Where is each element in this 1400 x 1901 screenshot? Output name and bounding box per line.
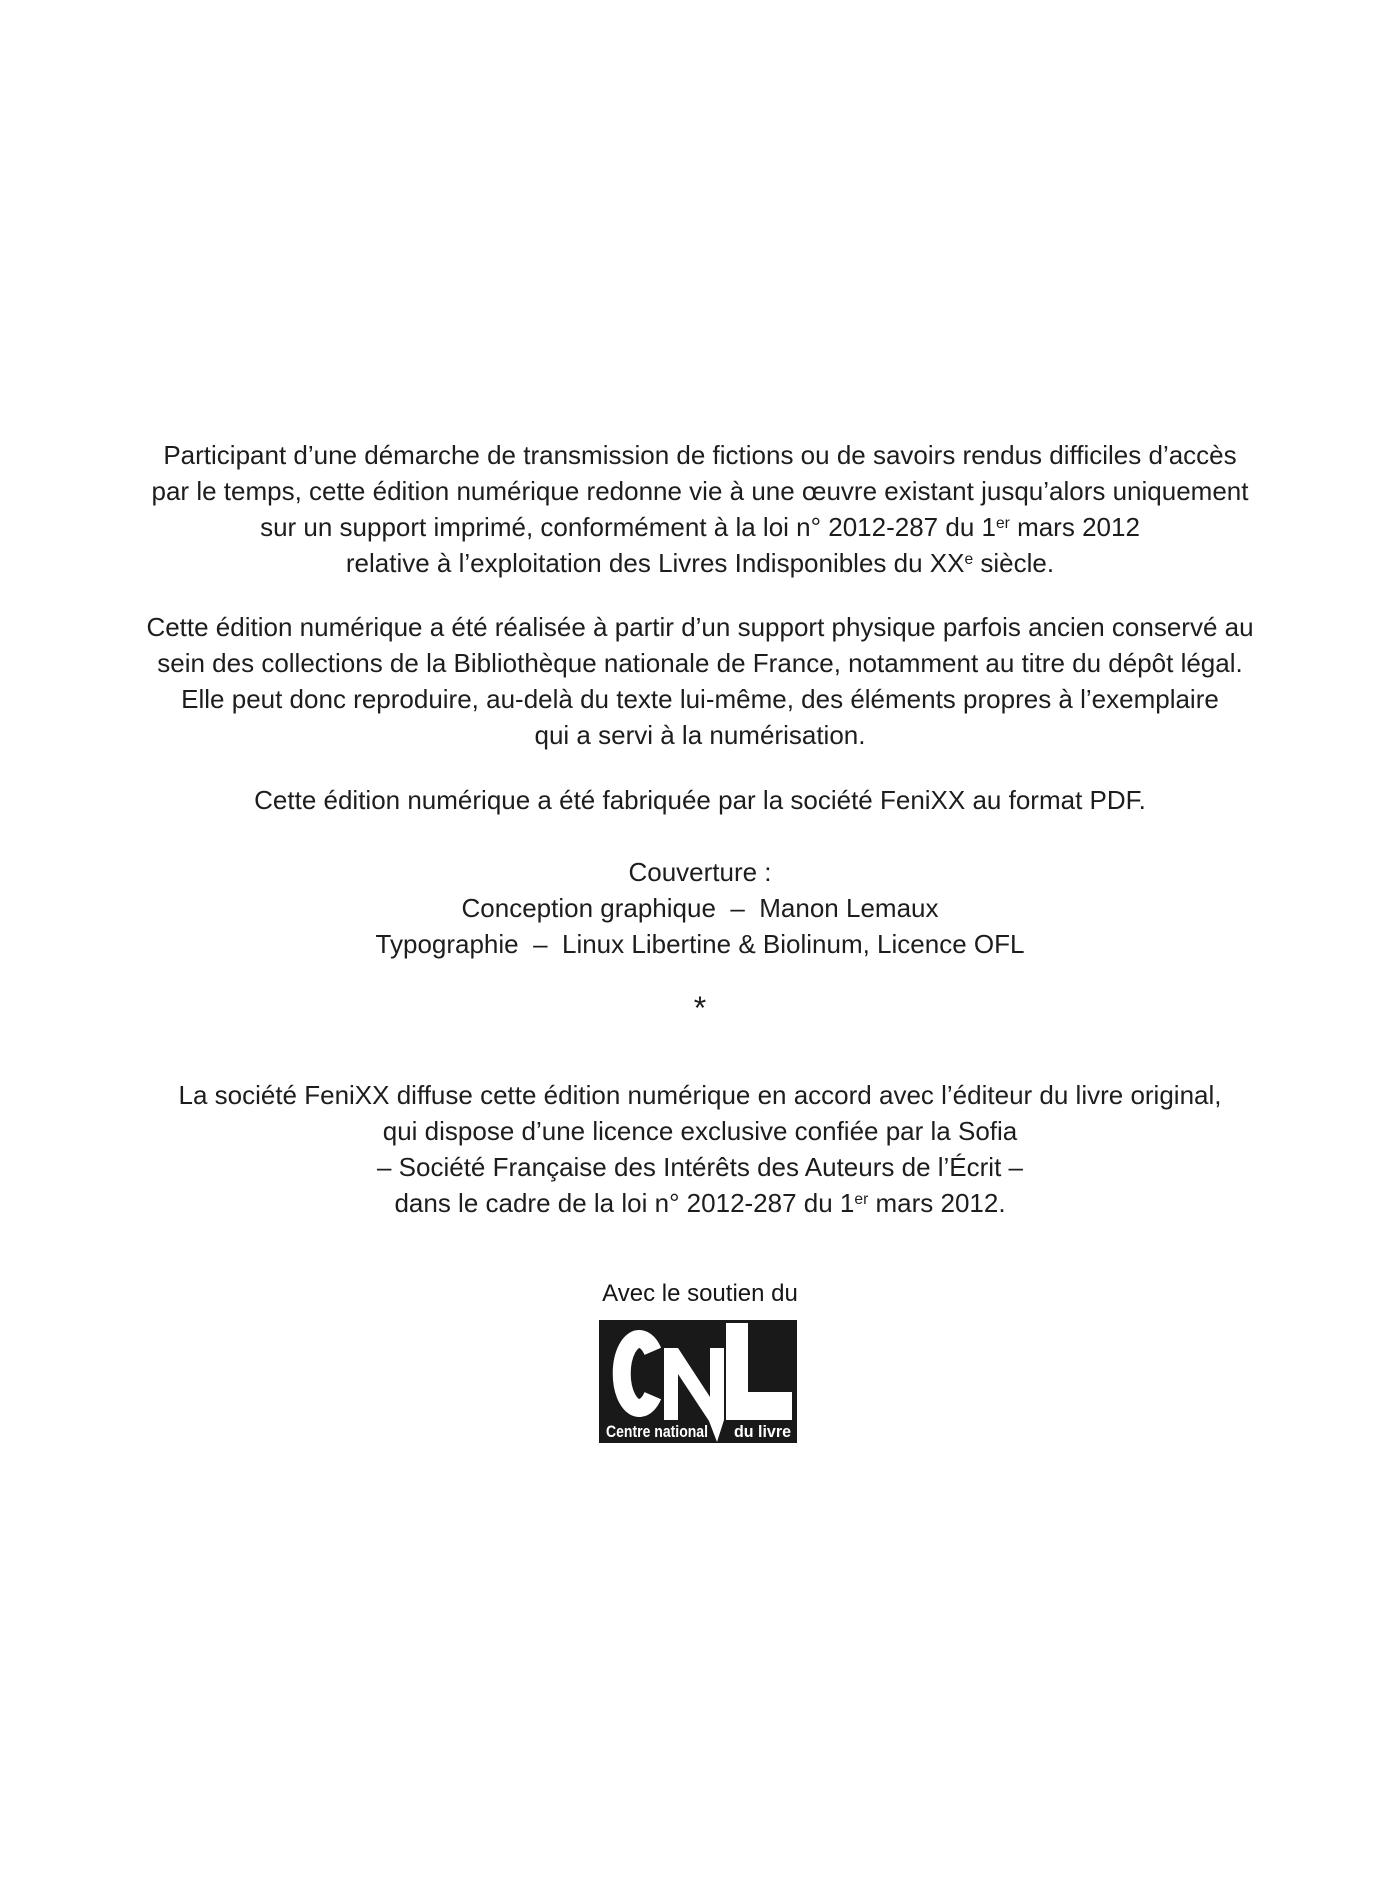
legal-paragraph-2 xyxy=(0,609,1400,753)
superscript-er: er xyxy=(995,515,1010,533)
line-segment: sur un support imprimé, conformément à la loi n° 2012-287 du 1 xyxy=(260,512,996,542)
cover-typography-credit: Typographie – Linux Libertine & Biolinum, Licence OFL xyxy=(375,929,1025,959)
legal-paragraph-1 xyxy=(0,437,1400,581)
cover-credits-block xyxy=(0,854,1400,962)
line-segment: relative à l’exploitation des Livres Indisponibles du XX xyxy=(345,548,965,578)
text-line: sein des collections de la Bibliothèque nationale de France, notamment au titre du dépôt légal. xyxy=(157,648,1243,678)
superscript-e: e xyxy=(964,551,974,569)
text-line: Elle peut donc reproduire, au-delà du texte lui-même, des éléments propres à l’exemplaire xyxy=(181,684,1219,714)
support-caption xyxy=(0,1276,1400,1312)
text-line: La société FeniXX diffuse cette édition numérique en accord avec l’éditeur du livre original, xyxy=(178,1080,1222,1110)
text-line: – Société Française des Intérêts des Auteurs de l’Écrit – xyxy=(376,1152,1023,1182)
superscript-er: er xyxy=(854,1191,869,1209)
cnl-caption-right: du livre xyxy=(734,1423,791,1441)
text-line xyxy=(0,545,1400,581)
text-line: par le temps, cette édition numérique redonne vie à une œuvre existant jusqu’alors uniquement xyxy=(151,476,1249,506)
text-line: qui dispose d’une licence exclusive confiée par la Sofia xyxy=(382,1116,1018,1146)
legal-paragraph-4 xyxy=(0,1077,1400,1221)
text-line xyxy=(0,509,1400,545)
text-line xyxy=(0,1185,1400,1221)
text-line: Cette édition numérique a été réalisée à partir d’un support physique parfois ancien conservé au xyxy=(146,612,1254,642)
cover-design-credit: Conception graphique – Manon Lemaux xyxy=(461,893,939,923)
legal-paragraph-3 xyxy=(0,782,1400,818)
asterisk-separator xyxy=(0,990,1400,1026)
support-caption-text: Avec le soutien du xyxy=(602,1280,798,1307)
line-segment: siècle. xyxy=(973,548,1055,578)
text-line: qui a servi à la numérisation. xyxy=(534,720,866,750)
cover-heading: Couverture : xyxy=(628,857,772,887)
line-segment: mars 2012. xyxy=(868,1188,1006,1218)
text-line: Participant d’une démarche de transmission de fictions ou de savoirs rendus difficiles d’accès xyxy=(163,440,1237,470)
cnl-logo-graphic xyxy=(599,1320,797,1443)
cnl-logo xyxy=(599,1320,797,1443)
text-line: Cette édition numérique a été fabriquée par la société FeniXX au format PDF. xyxy=(254,785,1146,815)
line-segment: dans le cadre de la loi n° 2012-287 du 1 xyxy=(394,1188,855,1218)
line-segment: mars 2012 xyxy=(1009,512,1140,542)
cnl-caption-left: Centre national xyxy=(606,1423,708,1441)
asterisk-glyph: * xyxy=(693,990,707,1026)
